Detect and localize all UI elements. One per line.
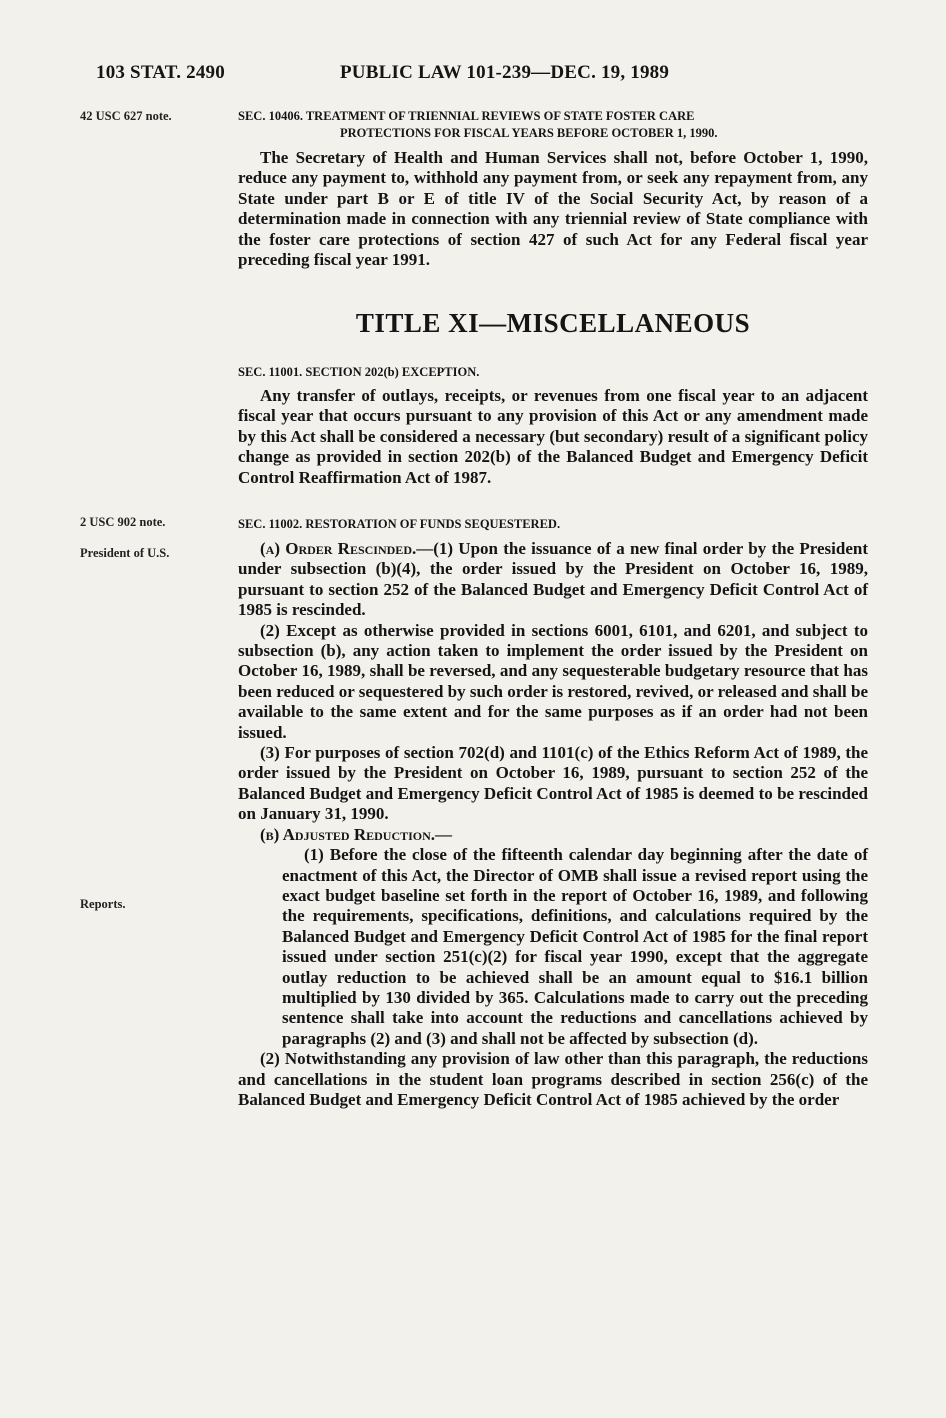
subsection-a-paragraph-3: (3) For purposes of section 702(d) and 1101(c) of the Ethics Reform Act of 1989, the order issued by the President on October 16, 1989, pursuant to section 252 of the Balanced Budget and Emergency Deficit Control Act of 1985 is deemed to be rescinded on January 31, 1990. (238, 743, 868, 824)
margin-note-42usc: 42 USC 627 note. (80, 109, 172, 123)
subsection-a1-text: —(1) Upon the issuance of a new final order by the President under subsection (b)(4), the order issued by the President on October 16, 1989, pursuant to section 252 of the Balanced Budget and Emergency Deficit Control Act of 1985 is rescinded. (238, 539, 868, 620)
section-11002-heading: SEC. 11002. RESTORATION OF FUNDS SEQUESTERED. (238, 517, 561, 531)
margin-note-reports: Reports. (80, 897, 126, 911)
subsection-a-paragraph-2: (2) Except as otherwise provided in sections 6001, 6101, and 6201, and subject to subsection (b), any action taken to implement the order issued by the President on October 16, 1989, shall be reversed, and any sequesterable budgetary resource that has been reduced or sequestered by such order is restored, revived, or released and shall be available to the same extent and for the same purposes as if an order had not been issued. (238, 620, 868, 742)
section-10406-text: The Secretary of Health and Human Services shall not, before October 1, 1990, reduce any payment to, withhold any payment from, or seek any repayment from, any State under part B or E of title IV of the Social Security Act, by reason of a determination made in connection with any triennial review of State compliance with the foster care protections of section 427 of such Act for any Federal fiscal year preceding fiscal year 1991. (238, 148, 868, 270)
subsection-b-paragraph-1: (1) Before the close of the fifteenth calendar day beginning after the date of enactment of this Act, the Director of OMB shall issue a revised report using the exact budget baseline set forth in the report of October 16, 1989, and following the requirements, specifications, definitions, and calculations required by the Balanced Budget and Emergency Deficit Control Act of 1985 for the final report issued under section 251(c)(2) for fiscal year 1990, except that the aggregate outlay reduction to be achieved shall be an amount equal to $16.1 billion multiplied by 130 divided by 365. Calculations made to carry out the preceding sentence shall take into account the reductions and cancellations achieved by paragraphs (2) and (3) and shall not be affected by subsection (d). (282, 845, 868, 1048)
subsection-b-label-text: (b) Adjusted Reduction.— (260, 824, 453, 844)
section-10406 (238, 108, 868, 270)
title-heading: TITLE XI—MISCELLANEOUS (355, 308, 751, 338)
section-10406-heading (238, 108, 868, 142)
law-reference: PUBLIC LAW 101-239—DEC. 19, 1989 (340, 62, 670, 83)
margin-note-2usc: 2 USC 902 note. (80, 515, 166, 529)
subsection-b-paragraph-2: (2) Notwithstanding any provision of law other than this paragraph, the reductions and cancellations in the student loan programs described in section 256(c) of the Balanced Budget and Emergency Deficit Control Act of 1985 achieved by the order (238, 1049, 868, 1109)
section-11002 (238, 516, 868, 1110)
subsection-a-paragraph-1 (238, 539, 868, 621)
page-reference: 103 STAT. 2490 (96, 62, 225, 83)
section-11001-heading: SEC. 11001. SECTION 202(b) EXCEPTION. (238, 365, 480, 379)
section-10406-heading-line2: PROTECTIONS FOR FISCAL YEARS BEFORE OCTOBER 1, 1990. (340, 126, 718, 140)
subsection-b-label (238, 825, 868, 845)
section-10406-heading-line1: SEC. 10406. TREATMENT OF TRIENNIAL REVIEWS OF STATE FOSTER CARE (238, 109, 695, 123)
section-11001-text: Any transfer of outlays, receipts, or revenues from one fiscal year to an adjacent fiscal year that occurs pursuant to any provision of this Act or any amendment made by this Act shall be considered a necessary (but secondary) result of a significant policy change as provided in section 202(b) of the Balanced Budget and Emergency Deficit Control Reaffirmation Act of 1987. (238, 386, 868, 487)
section-11001 (238, 364, 868, 488)
margin-note-president: President of U.S. (80, 546, 170, 560)
subsection-a-label: (a) Order Rescinded. (260, 539, 417, 558)
